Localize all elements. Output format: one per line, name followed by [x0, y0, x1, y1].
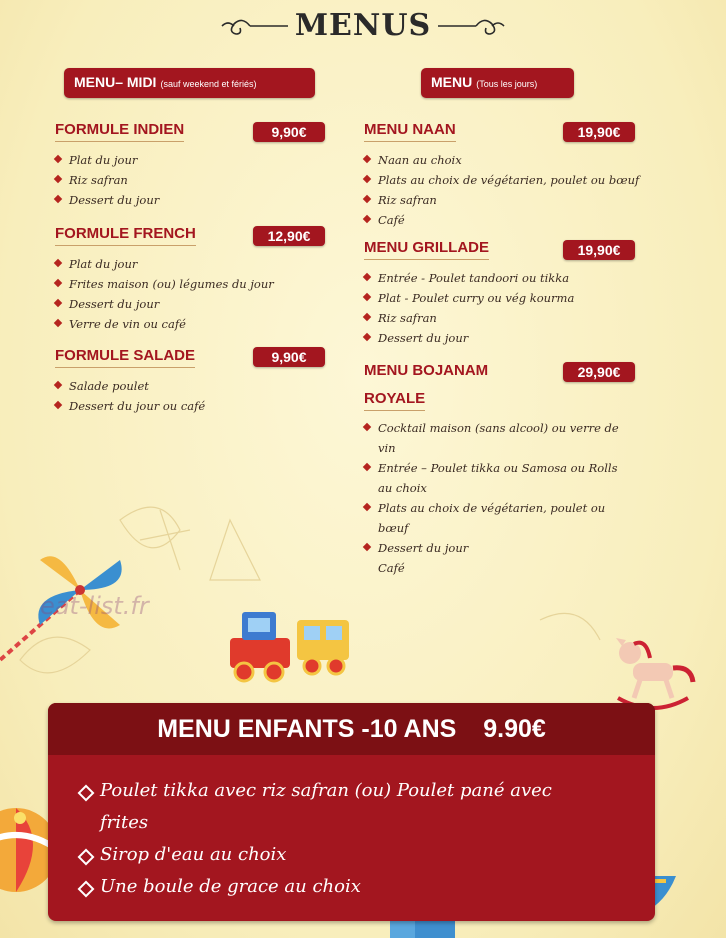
formule-french-price: 12,90€	[253, 226, 325, 246]
kids-menu-header	[48, 703, 655, 755]
list-item: Plats au choix de végétarien, poulet ou bœuf	[364, 498, 634, 538]
list-item: Plat du jour	[55, 254, 274, 274]
kids-menu-box	[48, 703, 655, 921]
menu-midi-label: MENU– MIDI	[74, 74, 157, 90]
formule-indien-items	[55, 150, 159, 210]
formule-indien-price: 9,90€	[253, 122, 325, 142]
kids-menu-title: MENU ENFANTS -10 ANS	[157, 715, 457, 743]
list-item: Frites maison (ou) légumes du jour	[55, 274, 274, 294]
list-item: Naan au choix	[364, 150, 639, 170]
list-item: Riz safran	[364, 308, 574, 328]
menu-naan-items	[364, 150, 639, 230]
kids-menu-items	[78, 775, 598, 903]
left-swirl-ornament	[220, 16, 290, 36]
formule-indien-title: FORMULE INDIEN	[55, 121, 184, 142]
page-title: MENUS	[294, 8, 432, 43]
list-item: Plat du jour	[55, 150, 159, 170]
list-item: Sirop d'eau au choix	[78, 839, 598, 871]
menu-grillade-title: MENU GRILLADE	[364, 239, 489, 260]
right-swirl-ornament	[436, 16, 506, 36]
list-item: Dessert du jour	[364, 328, 574, 348]
menu-grillade-price: 19,90€	[563, 240, 635, 260]
menu-title-block	[0, 8, 726, 43]
formule-french-title: FORMULE FRENCH	[55, 225, 196, 246]
menu-bojanam-items	[364, 418, 634, 578]
toy-train-icon	[222, 600, 357, 690]
list-item: Plat - Poulet curry ou vég kourma	[364, 288, 574, 308]
menu-grillade-items	[364, 268, 574, 348]
list-item: Verre de vin ou café	[55, 314, 274, 334]
menu-bojanam-price: 29,90€	[563, 362, 635, 382]
list-item: Dessert du jour	[55, 190, 159, 210]
list-item: Café	[364, 210, 639, 230]
menu-midi-header	[64, 68, 315, 98]
formule-salade-items	[55, 376, 205, 416]
watermark: eat-list.fr	[40, 592, 149, 620]
list-item: Plats au choix de végétarien, poulet ou bœuf	[364, 170, 639, 190]
list-item: Une boule de grace au choix	[78, 871, 598, 903]
menu-daily-sub: (Tous les jours)	[476, 79, 538, 89]
list-item: Riz safran	[55, 170, 159, 190]
menu-naan-price: 19,90€	[563, 122, 635, 142]
list-item: Riz safran	[364, 190, 639, 210]
menu-bojanam-title: MENU BOJANAM	[364, 362, 489, 379]
list-item: Cocktail maison (sans alcool) ou verre de vin	[364, 418, 634, 458]
menu-daily-label: MENU	[431, 74, 473, 90]
list-item: Entrée - Poulet tandoori ou tikka	[364, 268, 574, 288]
list-item: Dessert du jour ou café	[55, 396, 205, 416]
list-item: Poulet tikka avec riz safran (ou) Poulet pané avec frites	[78, 775, 598, 839]
list-item: Dessert du jour	[55, 294, 274, 314]
menu-midi-sub: (sauf weekend et fériés)	[160, 79, 257, 89]
kids-menu-price: 9.90€	[483, 715, 546, 743]
formule-salade-price: 9,90€	[253, 347, 325, 367]
menu-daily-header	[421, 68, 574, 98]
list-item: Entrée – Poulet tikka ou Samosa ou Rolls au choix	[364, 458, 634, 498]
list-item: Salade poulet	[55, 376, 205, 396]
formule-french-items	[55, 254, 274, 334]
list-item-extra: Café	[378, 561, 405, 575]
menu-bojanam-title2: ROYALE	[364, 390, 425, 411]
menu-naan-title: MENU NAAN	[364, 121, 456, 142]
formule-salade-title: FORMULE SALADE	[55, 347, 195, 368]
list-item: Dessert du jour	[364, 538, 634, 558]
